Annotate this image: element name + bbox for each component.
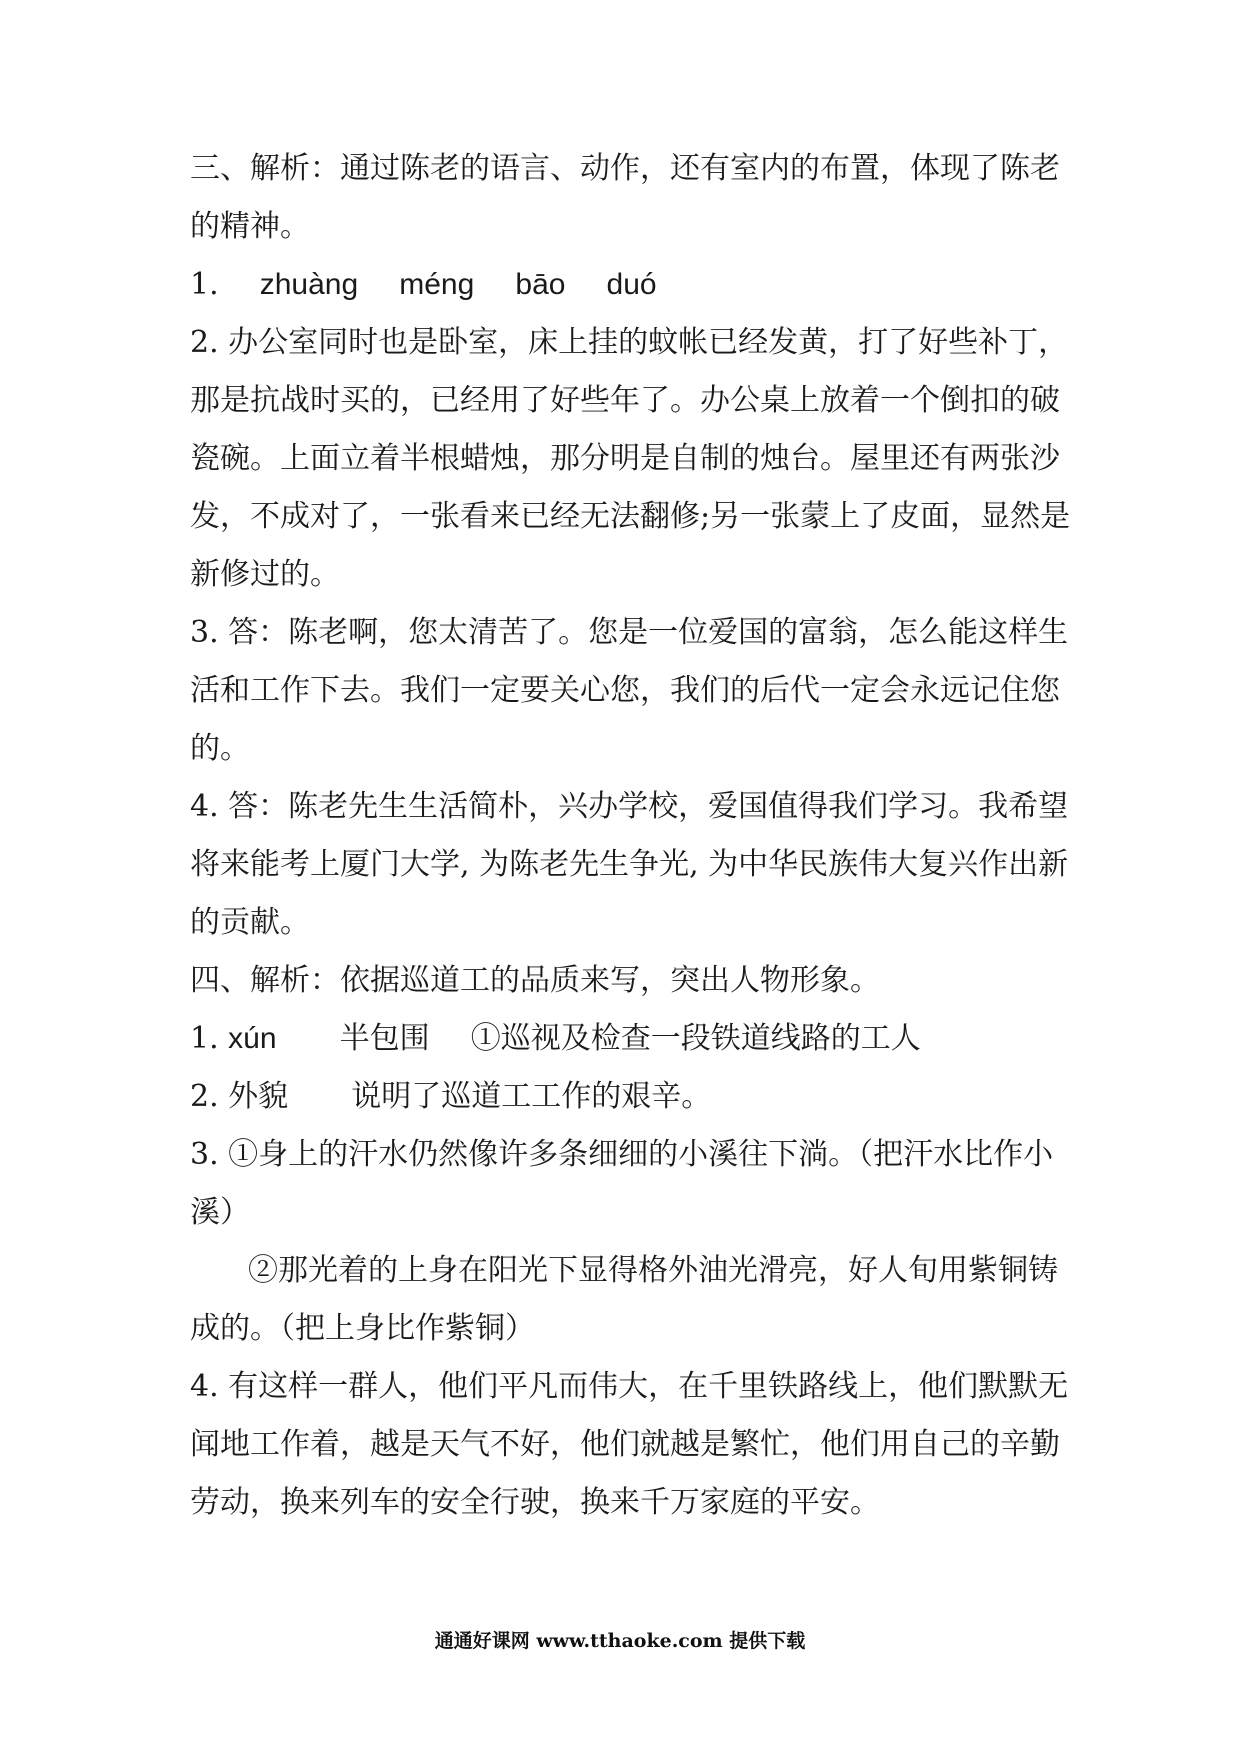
section4-q2-meaning: 说明了巡道工工作的艰辛。 (351, 1079, 712, 1114)
section4-q3-line: 3. ①身上的汗水仍然像许多条细细的小溪往下淌。（把汗水比作小 (190, 1137, 1054, 1172)
pinyin-2: méng (399, 268, 475, 301)
section3-q1-number: 1. (190, 267, 219, 302)
section3-q2-line: 2. 办公室同时也是卧室，床上挂的蚊帐已经发黄，打了好些补丁， (190, 325, 1069, 360)
section4-q3-line: 溪） (190, 1195, 250, 1230)
section4-q4-line: 劳动，换来列车的安全行驶，换来千万家庭的平安。 (190, 1485, 880, 1520)
section4-q3b-line: 成的。（把上身比作紫铜） (190, 1311, 535, 1346)
section4-heading: 四、解析：依据巡道工的品质来写，突出人物形象。 (190, 963, 880, 998)
pinyin-1: zhuàng (259, 268, 359, 301)
section3-q3-line: 的。 (190, 731, 250, 766)
section3-q2-line: 发，不成对了，一张看来已经无法翻修;另一张蒙上了皮面，显然是 (190, 499, 1071, 534)
section3-q1 (190, 256, 1060, 314)
section3-q3-line: 活和工作下去。我们一定要关心您，我们的后代一定会永远记住您 (190, 673, 1060, 708)
section3-q4-line: 将来能考上厦门大学, 为陈老先生争光, 为中华民族伟大复兴作出新 (190, 847, 1069, 882)
section4-q2 (190, 1068, 1060, 1126)
pinyin-4: duó (606, 268, 657, 301)
section4-q1 (190, 1010, 1060, 1068)
section3-q2-line: 那是抗战时买的，已经用了好些年了。办公桌上放着一个倒扣的破 (190, 383, 1060, 418)
section4-q2-number: 2. (190, 1079, 219, 1114)
section4-q3b-line: ②那光着的上身在阳光下显得格外油光滑亮，好人旬用紫铜铸 (248, 1253, 1058, 1288)
section4-q1-number: 1. (190, 1021, 219, 1056)
answer-content (190, 140, 1071, 1532)
footer-source-note: 通通好课网 www.tthaoke.com 提供下载 (434, 1630, 806, 1652)
section3-q4-line: 4. 答：陈老先生生活简朴，兴办学校，爱国值得我们学习。我希望 (190, 789, 1069, 824)
section4-q2-aspect: 外貌 (228, 1079, 289, 1114)
section4-q1-meaning: ①巡视及检查一段铁道线路的工人 (470, 1021, 921, 1056)
section4-q1-word: 半包围 (339, 1021, 430, 1056)
section3-q2-line: 瓷碗。上面立着半根蜡烛，那分明是自制的烛台。屋里还有两张沙 (190, 441, 1060, 476)
section4-q4-line: 4. 有这样一群人，他们平凡而伟大，在千里铁路线上，他们默默无 (190, 1369, 1069, 1404)
section3-q2-line: 新修过的。 (190, 557, 340, 592)
pinyin-3: bāo (515, 268, 566, 301)
section3-q3-line: 3. 答：陈老啊，您太清苦了。您是一位爱国的富翁，怎么能这样生 (190, 615, 1069, 650)
section3-heading-line2: 的精神。 (190, 209, 310, 244)
section3-q4-line: 的贡献。 (190, 905, 310, 940)
section4-q4-line: 闻地工作着，越是天气不好，他们就越是繁忙，他们用自己的辛勤 (190, 1427, 1060, 1462)
section3-heading-line1: 三、解析：通过陈老的语言、动作，还有室内的布置，体现了陈老 (190, 151, 1060, 186)
section4-q1-pinyin: xún (228, 1022, 277, 1055)
